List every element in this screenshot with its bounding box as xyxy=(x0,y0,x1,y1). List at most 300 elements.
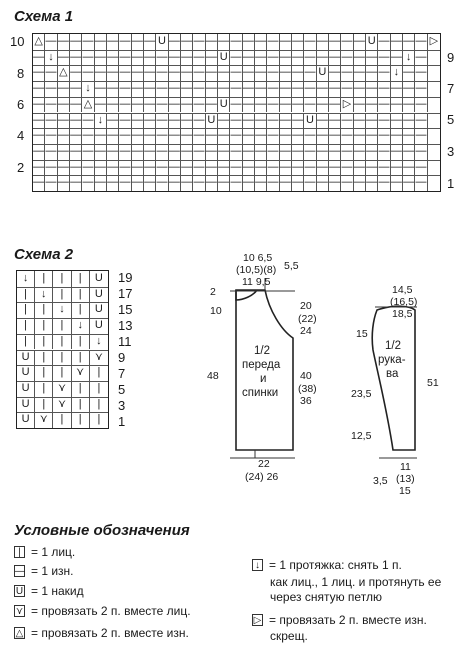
grid-cell: — xyxy=(156,81,168,97)
sleeve-label: рука- xyxy=(378,354,406,366)
grid-cell: | xyxy=(17,287,35,303)
grid-cell: — xyxy=(45,175,57,191)
grid-cell: | xyxy=(35,334,53,350)
grid-cell: | xyxy=(97,413,101,426)
grid-cell: | xyxy=(35,397,53,413)
grid-cell: — xyxy=(132,128,144,144)
front-label: и xyxy=(260,373,267,385)
grid-cell: — xyxy=(107,128,119,144)
front-armhole: 24 xyxy=(300,325,312,337)
grid-cell: — xyxy=(378,144,390,160)
grid-cell: △ xyxy=(82,97,94,113)
grid-cell: — xyxy=(70,97,82,113)
grid-cell: ⋎ xyxy=(94,350,103,363)
grid-cell: | xyxy=(72,397,90,413)
grid-cell: — xyxy=(255,50,267,66)
grid-cell: | xyxy=(72,412,90,428)
grid-cell: — xyxy=(45,144,57,160)
grid-cell: — xyxy=(243,175,255,191)
sleeve-length: 51 xyxy=(427,377,439,389)
grid-row xyxy=(33,175,440,191)
grid-cell: — xyxy=(366,65,378,81)
grid-row xyxy=(17,350,108,366)
grid-cell: — xyxy=(354,128,366,144)
scheme2-row-number: 1 xyxy=(118,414,126,429)
scheme1-row-number: 7 xyxy=(447,81,455,96)
grid-cell: — xyxy=(218,160,230,176)
grid-cell: U xyxy=(17,350,35,366)
grid-cell: — xyxy=(206,50,218,66)
grid-cell: — xyxy=(193,65,205,81)
grid-cell: U xyxy=(94,287,103,300)
grid-cell: U xyxy=(304,113,316,129)
grid-cell: — xyxy=(70,175,82,191)
grid-cell: — xyxy=(243,81,255,97)
grid-cell: — xyxy=(230,113,242,129)
grid-cell: — xyxy=(354,160,366,176)
grid-cell: — xyxy=(82,160,94,176)
grid-cell: — xyxy=(378,175,390,191)
grid-cell: — xyxy=(70,34,82,50)
grid-cell: — xyxy=(193,160,205,176)
legend-item: ⋎ = провязать 2 п. вместе лиц. xyxy=(15,604,191,618)
grid-cell xyxy=(428,160,440,176)
grid-cell: — xyxy=(329,81,341,97)
grid-cell: — xyxy=(341,81,353,97)
grid-cell: — xyxy=(119,113,131,129)
grid-cell: — xyxy=(33,144,45,160)
grid-cell: — xyxy=(391,175,403,191)
grid-cell xyxy=(428,128,440,144)
legend-item: | = 1 лиц. xyxy=(14,545,75,559)
grid-cell: — xyxy=(58,128,70,144)
grid-row xyxy=(17,318,108,334)
grid-cell: — xyxy=(70,65,82,81)
front-label: спинки xyxy=(242,387,279,399)
grid-cell: | xyxy=(35,271,53,287)
grid-cell: | xyxy=(53,412,71,428)
grid-cell: — xyxy=(144,97,156,113)
sleeve-mid: 23,5 xyxy=(351,388,372,400)
grid-cell: — xyxy=(95,175,107,191)
grid-row xyxy=(17,287,108,303)
grid-row xyxy=(33,97,440,113)
grid-cell: — xyxy=(33,50,45,66)
grid-cell: — xyxy=(354,81,366,97)
grid-cell: U xyxy=(94,303,103,316)
grid-cell: — xyxy=(317,97,329,113)
grid-cell: — xyxy=(317,81,329,97)
grid-cell: — xyxy=(107,34,119,50)
knit-icon: | xyxy=(14,546,25,558)
grid-cell: — xyxy=(193,144,205,160)
grid-cell: — xyxy=(280,144,292,160)
grid-cell: — xyxy=(132,34,144,50)
grid-cell: — xyxy=(169,128,181,144)
grid-row xyxy=(17,381,108,397)
legend-item: U = 1 накид xyxy=(15,584,84,598)
grid-cell: △ xyxy=(33,34,45,50)
grid-cell: — xyxy=(181,65,193,81)
grid-cell: — xyxy=(391,50,403,66)
grid-cell: — xyxy=(132,113,144,129)
grid-cell: — xyxy=(33,160,45,176)
grid-cell: — xyxy=(107,97,119,113)
grid-row xyxy=(33,34,440,50)
grid-cell: | xyxy=(53,287,71,303)
grid-cell: — xyxy=(329,128,341,144)
grid-cell: U xyxy=(17,381,35,397)
grid-cell: — xyxy=(403,144,415,160)
grid-cell: — xyxy=(70,113,82,129)
grid-cell: ↓ xyxy=(95,113,107,129)
grid-cell: | xyxy=(97,366,101,379)
sleeve-cap: 15 xyxy=(356,328,368,340)
grid-cell: — xyxy=(206,175,218,191)
grid-cell: — xyxy=(119,34,131,50)
grid-cell: | xyxy=(17,334,35,350)
grid-cell: — xyxy=(354,34,366,50)
grid-cell: — xyxy=(132,175,144,191)
grid-cell: — xyxy=(58,160,70,176)
grid-cell: | xyxy=(35,365,53,381)
grid-cell: — xyxy=(230,34,242,50)
grid-cell: — xyxy=(391,81,403,97)
scheme1-row-number: 2 xyxy=(17,160,25,175)
grid-cell: | xyxy=(53,334,71,350)
grid-cell: — xyxy=(267,50,279,66)
grid-cell: — xyxy=(317,34,329,50)
grid-cell: — xyxy=(33,81,45,97)
grid-cell: — xyxy=(45,160,57,176)
grid-cell: — xyxy=(82,113,94,129)
grid-cell: — xyxy=(415,97,427,113)
grid-cell: — xyxy=(230,50,242,66)
grid-cell: ▷ xyxy=(341,97,353,113)
legend-item: ↓ = 1 протяжка: снять 1 п. xyxy=(252,558,402,572)
grid-cell: — xyxy=(329,113,341,129)
grid-cell: — xyxy=(292,34,304,50)
scheme1-row-number: 1 xyxy=(447,176,455,191)
grid-cell: — xyxy=(403,175,415,191)
grid-cell: — xyxy=(144,144,156,160)
front-label: переда xyxy=(242,359,281,371)
grid-cell xyxy=(428,97,440,113)
front-armhole: 20 xyxy=(300,300,312,312)
grid-cell: — xyxy=(341,50,353,66)
grid-cell: — xyxy=(243,113,255,129)
grid-cell: U xyxy=(366,34,378,50)
grid-cell xyxy=(428,113,440,129)
grid-cell: — xyxy=(329,97,341,113)
scheme1-row-number: 8 xyxy=(17,66,25,81)
grid-cell: — xyxy=(70,160,82,176)
grid-cell: ↓ xyxy=(72,318,90,334)
grid-cell: — xyxy=(218,113,230,129)
sleeve-bottom-side: 3,5 xyxy=(373,475,388,487)
grid-cell: — xyxy=(267,97,279,113)
front-side: 36 xyxy=(300,395,312,407)
grid-cell: — xyxy=(58,144,70,160)
grid-cell: — xyxy=(243,128,255,144)
grid-cell: U xyxy=(94,272,103,284)
grid-cell: | xyxy=(97,381,101,394)
grid-cell: — xyxy=(366,160,378,176)
grid-cell: — xyxy=(391,160,403,176)
grid-cell: — xyxy=(391,128,403,144)
grid-cell: | xyxy=(35,318,53,334)
grid-cell: — xyxy=(415,160,427,176)
sleeve-top: 18,5 xyxy=(392,308,413,320)
grid-cell: — xyxy=(230,81,242,97)
grid-cell: — xyxy=(292,128,304,144)
grid-cell: — xyxy=(354,65,366,81)
grid-cell: — xyxy=(292,144,304,160)
grid-cell: — xyxy=(378,34,390,50)
grid-cell: | xyxy=(17,318,35,334)
grid-cell: | xyxy=(53,350,71,366)
scheme2-row-number: 5 xyxy=(118,382,126,397)
scheme1-grid xyxy=(32,33,441,192)
grid-cell: — xyxy=(33,128,45,144)
grid-cell: — xyxy=(181,175,193,191)
grid-cell: — xyxy=(45,128,57,144)
grid-cell: — xyxy=(107,160,119,176)
grid-cell: — xyxy=(193,113,205,129)
grid-cell: — xyxy=(378,97,390,113)
grid-cell: — xyxy=(119,81,131,97)
grid-cell: — xyxy=(156,97,168,113)
grid-cell: — xyxy=(45,97,57,113)
grid-cell: | xyxy=(72,287,90,303)
grid-cell xyxy=(428,81,440,97)
grid-cell: — xyxy=(144,81,156,97)
grid-cell: — xyxy=(415,50,427,66)
grid-cell: — xyxy=(391,34,403,50)
grid-cell: — xyxy=(317,175,329,191)
grid-cell: — xyxy=(280,81,292,97)
grid-cell: — xyxy=(169,144,181,160)
grid-cell: — xyxy=(107,65,119,81)
grid-cell: △ xyxy=(58,65,70,81)
grid-cell: — xyxy=(304,34,316,50)
grid-cell: — xyxy=(403,160,415,176)
grid-cell: ↓ xyxy=(96,334,102,347)
grid-cell: — xyxy=(267,34,279,50)
grid-cell: — xyxy=(181,97,193,113)
grid-cell: — xyxy=(391,144,403,160)
grid-cell: — xyxy=(341,34,353,50)
grid-cell: — xyxy=(403,65,415,81)
grid-cell: — xyxy=(317,144,329,160)
grid-cell: | xyxy=(72,381,90,397)
grid-cell: — xyxy=(218,144,230,160)
grid-cell: | xyxy=(53,365,71,381)
grid-cell: — xyxy=(144,50,156,66)
grid-cell: — xyxy=(292,81,304,97)
grid-cell: — xyxy=(45,113,57,129)
grid-cell: — xyxy=(181,160,193,176)
grid-row xyxy=(33,50,440,66)
grid-cell: ↓ xyxy=(53,302,71,318)
grid-cell: — xyxy=(255,128,267,144)
grid-cell: — xyxy=(218,34,230,50)
grid-cell: — xyxy=(243,50,255,66)
grid-cell: — xyxy=(206,128,218,144)
grid-cell: — xyxy=(206,65,218,81)
grid-cell: U xyxy=(218,50,230,66)
grid-cell: — xyxy=(169,34,181,50)
grid-cell: — xyxy=(391,113,403,129)
grid-cell: — xyxy=(169,50,181,66)
grid-cell: — xyxy=(193,50,205,66)
grid-cell: — xyxy=(218,128,230,144)
grid-cell: — xyxy=(354,113,366,129)
grid-cell: — xyxy=(107,175,119,191)
grid-cell: — xyxy=(95,81,107,97)
grid-cell: | xyxy=(17,302,35,318)
grid-cell: — xyxy=(366,175,378,191)
grid-cell: — xyxy=(391,97,403,113)
scheme1-row-number: 5 xyxy=(447,112,455,127)
grid-cell: — xyxy=(267,160,279,176)
scheme2-row-number: 15 xyxy=(118,302,133,317)
legend-title: Условные обозначения xyxy=(14,522,190,539)
grid-row xyxy=(17,397,108,413)
grid-cell xyxy=(428,65,440,81)
scheme1-row-number: 4 xyxy=(17,128,25,143)
front-side: (38) xyxy=(298,383,317,395)
legend-item: — = 1 изн. xyxy=(15,564,74,578)
grid-cell xyxy=(428,144,440,160)
grid-cell: — xyxy=(366,97,378,113)
grid-cell: — xyxy=(292,113,304,129)
grid-cell: — xyxy=(82,144,94,160)
front-neck-width-c: 11 9,5 xyxy=(242,276,271,288)
grid-cell: — xyxy=(95,128,107,144)
scheme2-title: Схема 2 xyxy=(14,246,74,263)
scheme2-grid xyxy=(16,270,109,429)
grid-cell: — xyxy=(255,65,267,81)
grid-cell: ↓ xyxy=(391,65,403,81)
grid-cell: — xyxy=(230,97,242,113)
grid-cell: — xyxy=(119,128,131,144)
grid-cell: — xyxy=(280,128,292,144)
grid-cell: — xyxy=(181,81,193,97)
grid-cell: — xyxy=(82,175,94,191)
grid-cell: — xyxy=(267,81,279,97)
grid-cell: — xyxy=(119,160,131,176)
scheme2-row-number: 11 xyxy=(118,334,132,349)
grid-cell: — xyxy=(243,34,255,50)
grid-cell: — xyxy=(341,160,353,176)
grid-row xyxy=(17,334,108,350)
grid-cell: — xyxy=(255,97,267,113)
grid-cell: — xyxy=(70,128,82,144)
grid-cell: — xyxy=(341,65,353,81)
grid-cell: — xyxy=(341,113,353,129)
grid-cell: — xyxy=(304,175,316,191)
grid-cell: — xyxy=(132,160,144,176)
sleeve-top: (16,5) xyxy=(390,296,418,308)
grid-row xyxy=(33,65,440,81)
scheme1-row-number: 9 xyxy=(447,50,455,65)
grid-cell: — xyxy=(230,65,242,81)
grid-cell: — xyxy=(193,128,205,144)
grid-cell: — xyxy=(45,81,57,97)
grid-cell: — xyxy=(341,175,353,191)
grid-cell: — xyxy=(415,113,427,129)
scheme1-title: Схема 1 xyxy=(14,8,74,25)
grid-cell: — xyxy=(304,97,316,113)
grid-cell: ↓ xyxy=(45,50,57,66)
grid-cell: — xyxy=(206,97,218,113)
grid-cell: — xyxy=(329,65,341,81)
grid-cell: — xyxy=(156,113,168,129)
grid-cell: — xyxy=(82,128,94,144)
grid-cell: — xyxy=(82,65,94,81)
grid-cell: — xyxy=(415,34,427,50)
grid-row xyxy=(17,412,108,428)
grid-cell: — xyxy=(366,144,378,160)
grid-cell: U xyxy=(17,412,35,428)
front-height: 48 xyxy=(207,370,219,382)
grid-row xyxy=(17,365,108,381)
grid-cell: — xyxy=(144,65,156,81)
grid-cell: — xyxy=(366,113,378,129)
grid-cell: — xyxy=(255,175,267,191)
grid-cell: — xyxy=(95,34,107,50)
grid-cell: — xyxy=(33,97,45,113)
grid-cell: — xyxy=(144,113,156,129)
front-width: 22 xyxy=(258,458,270,470)
grid-cell: — xyxy=(329,160,341,176)
grid-cell: | xyxy=(35,302,53,318)
front-neck-width-b: (10,5)(8) xyxy=(236,264,277,276)
grid-cell: — xyxy=(243,97,255,113)
grid-cell: — xyxy=(206,160,218,176)
grid-cell: — xyxy=(341,128,353,144)
grid-cell: — xyxy=(82,50,94,66)
grid-cell: — xyxy=(45,34,57,50)
grid-cell: — xyxy=(280,175,292,191)
front-armhole: (22) xyxy=(298,313,317,325)
grid-cell: — xyxy=(280,113,292,129)
front-shoulder: 5,5 xyxy=(284,260,299,272)
grid-cell: ⋎ xyxy=(72,365,90,381)
grid-cell: | xyxy=(72,271,90,287)
legend-item-cont: скрещ. xyxy=(270,629,308,643)
grid-cell xyxy=(428,50,440,66)
grid-cell: — xyxy=(156,128,168,144)
grid-cell: — xyxy=(304,144,316,160)
grid-cell: — xyxy=(95,160,107,176)
grid-cell: — xyxy=(144,34,156,50)
grid-cell: — xyxy=(107,50,119,66)
grid-cell: — xyxy=(181,34,193,50)
grid-cell: — xyxy=(378,81,390,97)
sleeve-bottom: (13) xyxy=(396,473,415,485)
yarn-over-icon: U xyxy=(15,586,24,597)
scheme2-row-number: 19 xyxy=(118,270,133,285)
scheme2-row-number: 3 xyxy=(118,398,126,413)
grid-cell: — xyxy=(107,81,119,97)
grid-cell: — xyxy=(255,144,267,160)
grid-cell: — xyxy=(119,144,131,160)
grid-cell xyxy=(428,175,440,191)
sleeve-top: 14,5 xyxy=(392,284,413,296)
grid-cell: — xyxy=(156,160,168,176)
